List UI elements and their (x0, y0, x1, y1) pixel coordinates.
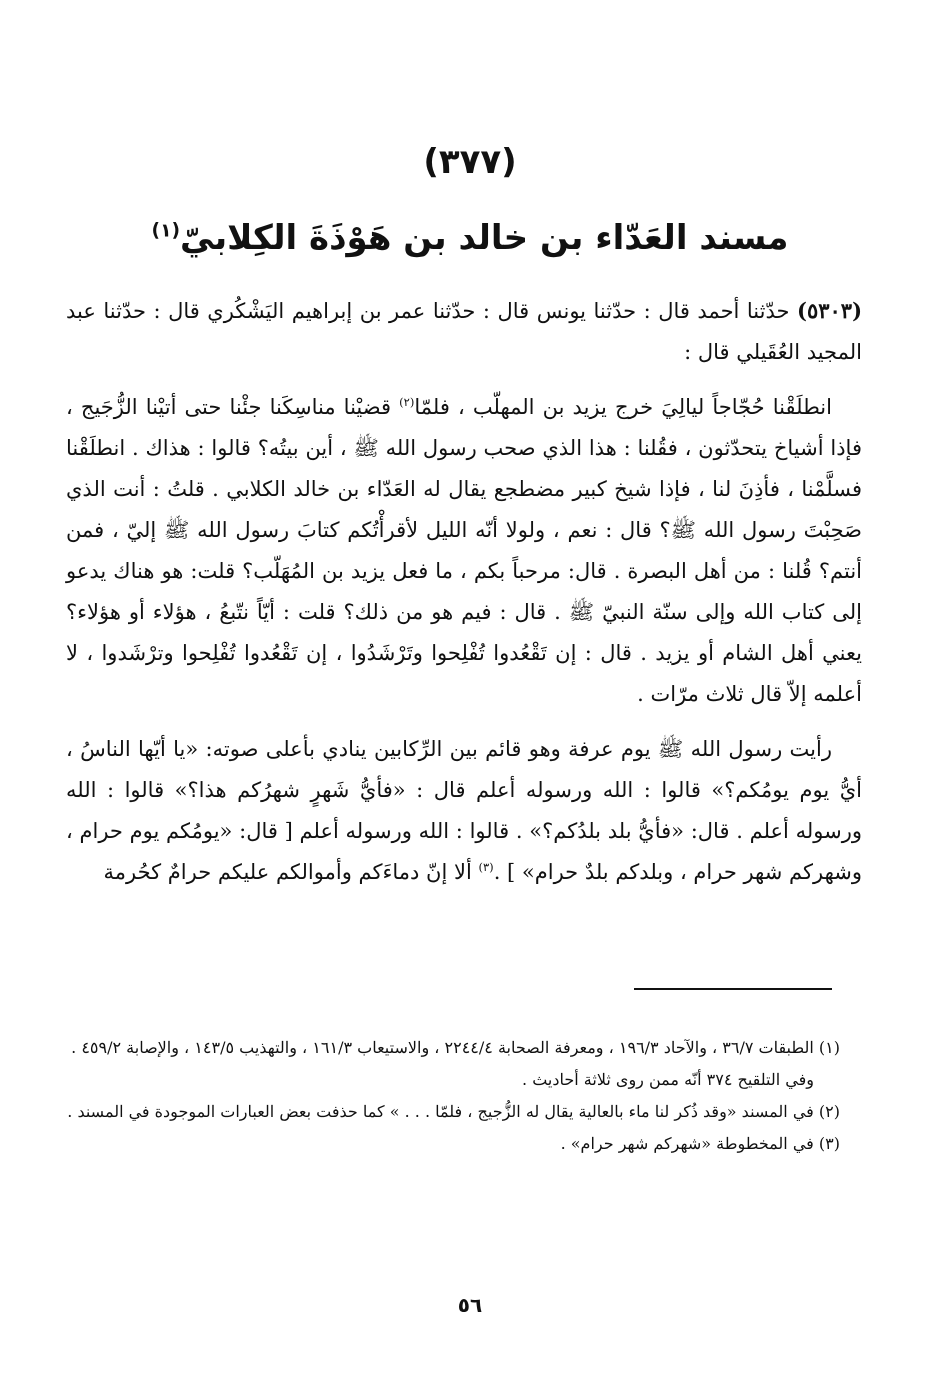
arafah-text-rest: ألا إنّ دماءَكم وأموالكم عليكم حرامٌ كحُرمة (103, 860, 479, 884)
main-text (66, 290, 862, 907)
page-number: ٥٦ (457, 1293, 483, 1317)
footnote-marker: (١) (818, 1038, 840, 1057)
footnote-marker: (٢) (818, 1102, 840, 1121)
hadith-number: (٥٣٠٣) (797, 298, 862, 323)
narration-text-rest: قضيْنا مناسِكَنا جئْنا حتى أتيْنا الزُّجَيج ، فإذا أشياخ يتحدّثون ، فقُلنا : هذا الذي صحب رسول الله ﷺ ، أين بيتُه؟ قالوا : هذاك . انطلَقْنا فسلَّمْنا ، فأذِنَ لنا ، فإذا شيخ كبير مضطجع يقال له العَدّاء بن خالد الكلابي . قلتُ : أنت الذي صَحِبْتَ رسول الله ﷺ؟ قال : نعم ، ولولا أنّه الليل لأقرأْتُكم كتابَ رسول الله ﷺ إليّ ، فمن أنتم؟ قُلنا : من أهل البصرة . قال: مرحباً بكم ، ما فعل يزيد بن المُهَلّب؟ قلت: هو هناك يدعو إلى كتاب الله وإلى سنّة النبيّ ﷺ . قال : فيم هو من ذلك؟ قلت : أيّاً نتّبعُ ، هؤلاء أو هؤلاء؟ يعني أهل الشام أو يزيد . قال : إن تَقْعُدوا تُفْلِحوا وتَرْشَدُوا ، إن تَقْعُدوا تُفْلِحوا وترْشَدوا ، لا أعلمه إلاّ قال ثلاث مرّات . (66, 395, 862, 706)
paragraph-isnad (66, 290, 862, 373)
entry-title-text: مسند العَدّاء بن خالد بن هَوْذَةَ الكِلابيّ (180, 218, 789, 258)
title-footnote-ref: (١) (151, 220, 181, 242)
footnotes (66, 1032, 840, 1160)
isnad-text: حدّثنا أحمد قال : حدّثنا يونس قال : حدّثنا عمر بن إبراهيم اليَشْكُري قال : حدّثنا عبد المجيد العُقَيلي قال : (66, 299, 862, 364)
footnote-text: الطبقات ٣٦/٧ ، والآحاد ١٩٦/٣ ، ومعرفة الصحابة ٢٢٤٤/٤ ، والاستيعاب ١٦١/٣ ، والتهذيب ١٤٣/٥ ، والإصابة ٤٥٩/٢ . (71, 1038, 814, 1057)
paragraph-arafah (66, 729, 862, 893)
footnote-divider (634, 988, 832, 990)
footnote-ref-3: (٣) (478, 860, 494, 874)
footnote-2 (66, 1096, 840, 1128)
footnote-text: في المخطوطة «شهركم شهر حرام» . (560, 1134, 814, 1153)
footnote-ref-2: (٢) (399, 395, 415, 409)
footnote-marker: (٣) (818, 1134, 840, 1153)
footnote-3 (66, 1128, 840, 1160)
paragraph-narration (66, 387, 862, 715)
arafah-text-start: رأيت رسول الله ﷺ يوم عرفة وهو قائم بين الرِّكابين ينادي بأعلى صوته: «يا أيّها الناسُ ، أيُّ يوم يومُكم؟» قالوا : الله ورسوله أعلم قال : «فأيُّ شَهرٍ شهرُكم هذا؟» قالوا : الله ورسوله أعلم . قال: «فأيُّ بلد بلدُكم؟» . قالوا : الله ورسوله أعلم [ قال: «يومُكم يوم حرام ، وشهركم شهر حرام ، وبلدكم بلدٌ حرام» ] . (66, 737, 862, 884)
narration-text-start: انطلَقْنا حُجّاجاً ليالِيَ خرج يزيد بن المهلّب ، فلمّا (414, 395, 832, 419)
entry-number: (٣٧٧) (423, 142, 517, 182)
footnote-1-continuation: وفي التلقيح ٣٧٤ أنّه ممن روى ثلاثة أحاديث . (522, 1070, 814, 1089)
footnote-text: في المسند «وقد ذُكر لنا ماء بالعالية يقال له الزُّجيج ، فلمّا . . . » كما حذفت بعض العبارات الموجودة في المسند . (67, 1102, 814, 1121)
footnote-1 (66, 1032, 840, 1064)
entry-title (60, 212, 880, 264)
